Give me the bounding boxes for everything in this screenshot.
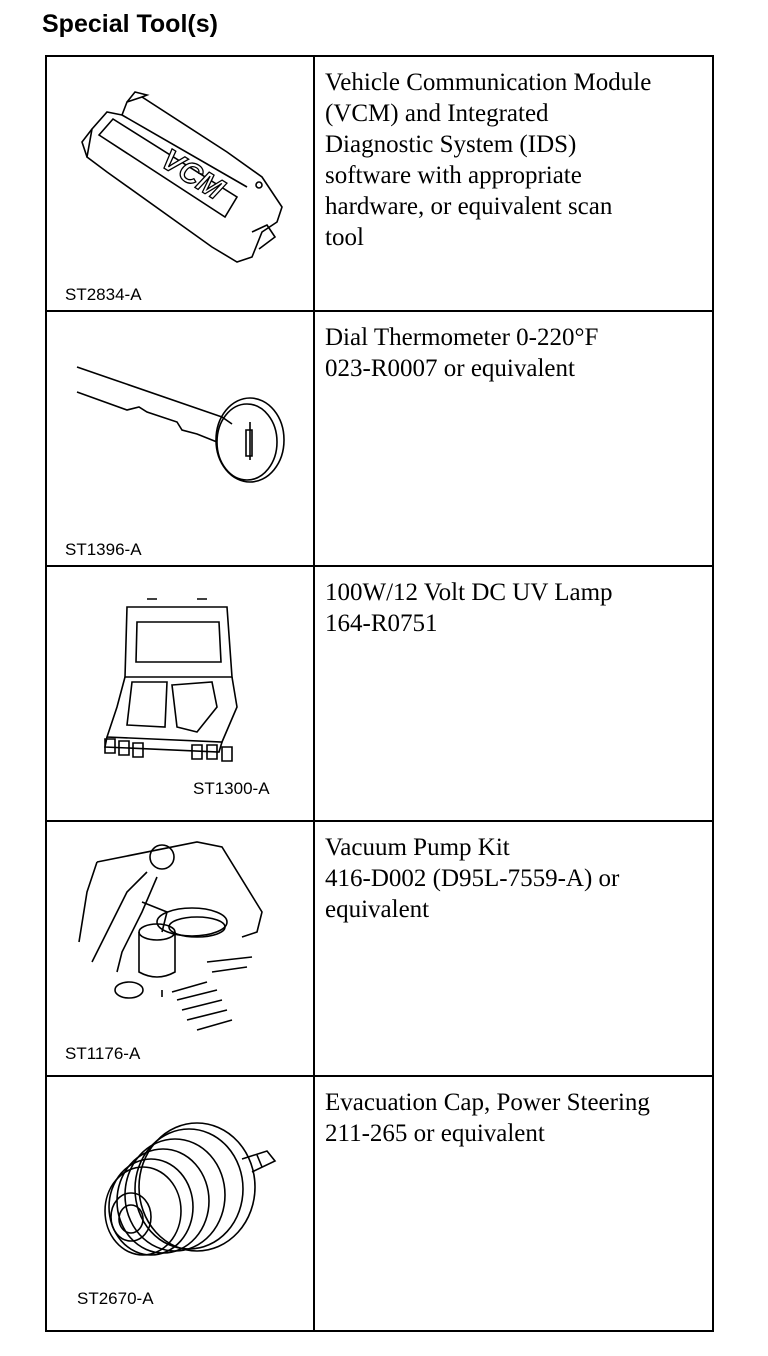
description-line: Vacuum Pump Kit [325,834,510,861]
description-line: (VCM) and Integrated [325,100,549,127]
tool-image-cell [46,821,314,1076]
description-line: Diagnostic System (IDS) [325,131,577,158]
table-row [46,311,713,566]
tool-code: ST2670-A [77,1289,154,1308]
tool-image-cell [46,1076,314,1331]
description-line: Vehicle Communication Module [325,69,652,96]
tool-code: ST1396-A [65,540,142,559]
description-line: 164-R0751 [325,610,438,637]
tool-image-cell [46,56,314,311]
description-line: 211-265 or equivalent [325,1120,545,1147]
description-line: 023-R0007 or equivalent [325,355,575,382]
description-line: 100W/12 Volt DC UV Lamp [325,579,613,606]
tool-description-cell [314,566,713,821]
tool-code: ST2834-A [65,285,142,304]
description-line: Dial Thermometer 0-220°F [325,324,599,351]
tool-code: ST1300-A [193,779,270,798]
vcm-logo-text: VCM [155,142,230,207]
tool-description-cell [314,821,713,1076]
page-title: Special Tool(s) [42,10,218,38]
description-line: 416-D002 (D95L-7559-A) or [325,865,620,892]
description-line: equivalent [325,896,430,923]
description-line: software with appropriate [325,162,582,189]
description-line: tool [325,224,364,251]
dial-thermometer-illustration [47,312,313,565]
special-tools-table [45,55,714,1332]
tool-description-cell [314,1076,713,1331]
table-row [46,1076,713,1331]
tool-image-cell [46,311,314,566]
tool-code: ST1176-A [65,1044,141,1063]
description-line: Evacuation Cap, Power Steering [325,1089,650,1116]
table-row [46,821,713,1076]
table-row [46,56,713,311]
tool-image-cell [46,566,314,821]
tool-description-cell [314,311,713,566]
vcm-module-illustration [47,57,313,310]
table-row [46,566,713,821]
vacuum-pump-kit-illustration [47,822,313,1075]
tool-description-cell [314,56,713,311]
description-line: hardware, or equivalent scan [325,193,613,220]
uv-lamp-kit-illustration [47,567,313,820]
